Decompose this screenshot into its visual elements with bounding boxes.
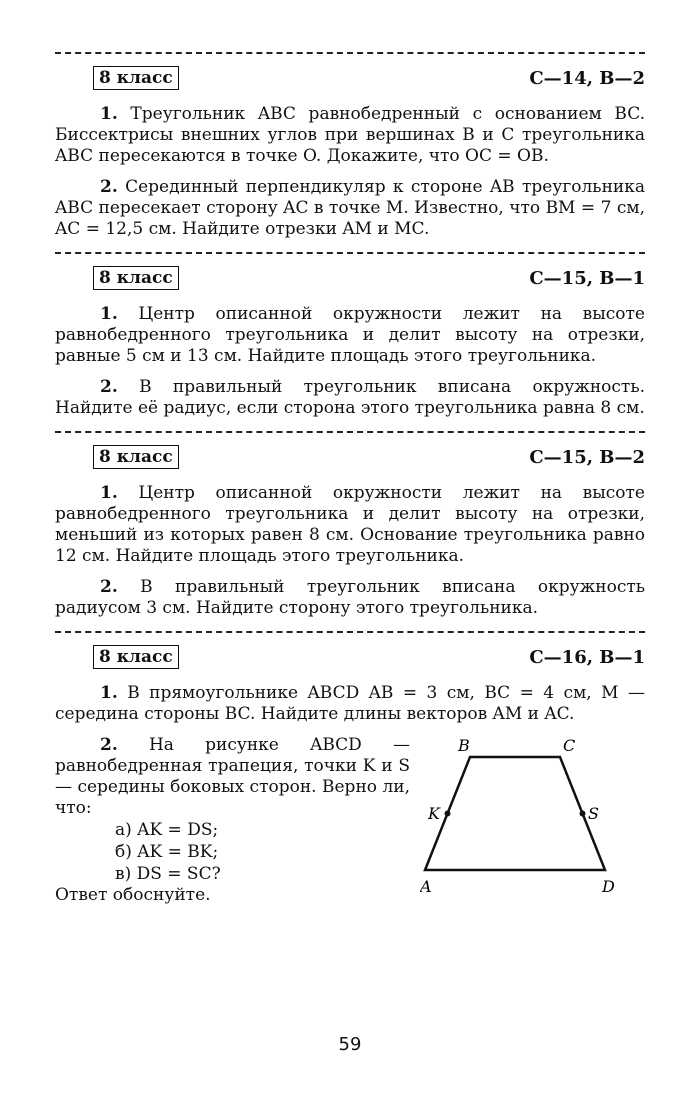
variant-code: С—15, В—2	[529, 446, 645, 468]
grade-label: 8 класс	[93, 645, 179, 669]
problem-text: В правильный треугольник вписана окружность. Найдите её радиус, если сторона этого треугольника равна 8 см.	[55, 377, 645, 418]
grade-label: 8 класс	[93, 66, 179, 90]
problem-column	[55, 735, 410, 906]
dashed-separator	[55, 252, 645, 254]
problem-number: 1.	[100, 483, 118, 503]
problem-text: Серединный перпендикуляр к стороне AB треугольника ABC пересекает сторону AC в точке M. Известно, что BM = 7 см, AC = 12,5 см. Найдите отрезки AM и MC.	[55, 177, 645, 239]
answer-note: Ответ обоснуйте.	[55, 885, 211, 905]
problem	[55, 104, 645, 167]
label-c: C	[563, 736, 576, 755]
problem-text: В правильный треугольник вписана окружность радиусом 3 см. Найдите сторону этого треугольника.	[55, 577, 645, 618]
label-s: S	[588, 804, 599, 823]
trapezoid-figure	[420, 735, 645, 905]
dashed-separator	[55, 431, 645, 433]
problem-text: Треугольник ABC равнобедренный с основанием BC. Биссектрисы внешних углов при вершинах B и C треугольника ABC пересекаются в точке O. Докажите, что OC = OB.	[55, 104, 645, 166]
variant-code: С—14, В—2	[529, 67, 645, 89]
problem-text: В прямоугольнике ABCD AB = 3 см, BC = 4 см, M — середина стороны BC. Найдите длины векторов AM и AC.	[55, 683, 645, 724]
label-a: A	[420, 877, 432, 896]
trapezoid-shape	[425, 757, 605, 870]
problem-number: 2.	[100, 177, 118, 197]
problem	[55, 683, 645, 725]
variant-code: С—15, В—1	[529, 267, 645, 289]
section-header	[55, 645, 645, 669]
label-k: K	[428, 804, 440, 823]
problem	[55, 735, 410, 819]
problem	[55, 304, 645, 367]
problem-number: 2.	[100, 577, 118, 597]
problem-with-figure	[55, 735, 645, 906]
option-item: в) DS = SC?	[115, 864, 221, 884]
dashed-separator	[55, 52, 645, 54]
problem-text: Центр описанной окружности лежит на высоте равнобедренного треугольника и делит высоту на отрезки, равные 5 см и 13 см. Найдите площадь этого треугольника.	[55, 304, 645, 366]
option-item: а) AK = DS;	[115, 820, 219, 840]
problem	[55, 577, 645, 619]
problem-number: 2.	[100, 735, 118, 755]
section-header	[55, 66, 645, 90]
page-content	[55, 40, 645, 906]
grade-label: 8 класс	[93, 266, 179, 290]
dashed-separator	[55, 631, 645, 633]
problem-text: Центр описанной окружности лежит на высоте равнобедренного треугольника и делит высоту на отрезки, меньший из которых равен 8 см. Основание треугольника равно 12 см. Найдите площадь этого треугольника.	[55, 483, 645, 566]
section-header	[55, 266, 645, 290]
problem-number: 2.	[100, 377, 118, 397]
problem	[55, 483, 645, 567]
problem	[55, 377, 645, 419]
problem-text: На рисунке ABCD — равнобедренная трапеция, точки K и S — середины боковых сторон. Верно ли, что:	[55, 735, 410, 818]
page-number: 59	[338, 1034, 362, 1055]
grade-label: 8 класс	[93, 445, 179, 469]
point-s	[580, 811, 586, 817]
option-item: б) AK = BK;	[115, 842, 219, 862]
options-list	[55, 819, 410, 885]
problem	[55, 177, 645, 240]
label-b: B	[458, 736, 470, 755]
variant-code: С—16, В—1	[529, 646, 645, 668]
label-d: D	[602, 877, 615, 896]
problem-number: 1.	[100, 683, 118, 703]
problem-number: 1.	[100, 104, 118, 124]
section-header	[55, 445, 645, 469]
point-k	[445, 811, 451, 817]
problem-number: 1.	[100, 304, 118, 324]
